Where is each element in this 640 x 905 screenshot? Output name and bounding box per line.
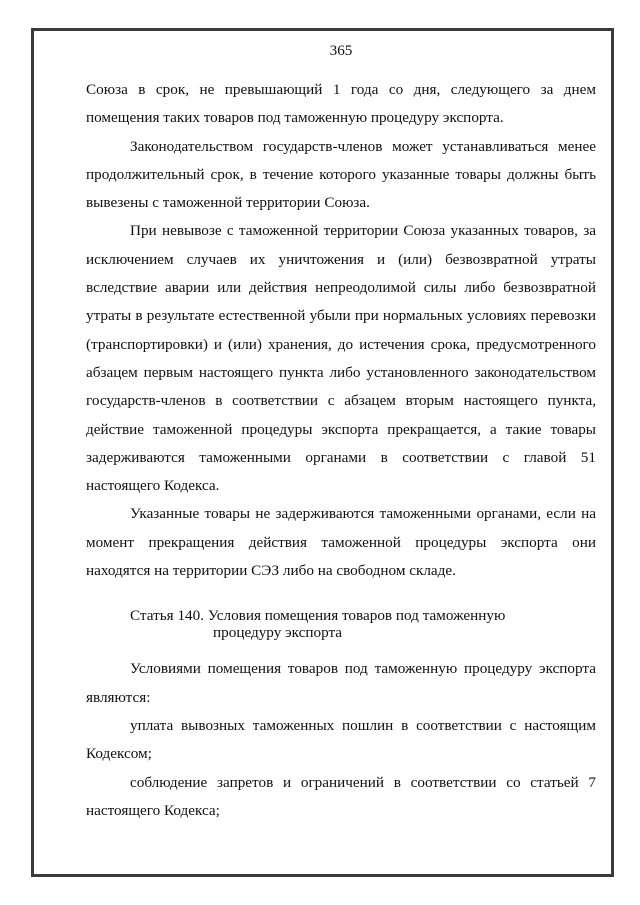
paragraph-non-export: При невывозе с таможенной территории Союза указанных товаров, за исключением случаев их уничтожения и (или) безвозвратной утраты вследствие аварии или действия непреодолимой силы либо безвозвратной утраты в результате естественной убыли при нормальных условиях перевозки (транспортировки) и (или) хранения, до истечения срока, предусмотренного абзацем первым настоящего пункта либо установленного законодательством государств-членов в соответствии с абзацем вторым настоящего пункта, действие таможенной процедуры экспорта прекращается, а такие товары задерживаются таможенными органами в соответствии с главой 51 настоящего Кодекса.: [86, 222, 596, 495]
article-heading-line2: процедуру экспорта: [213, 624, 343, 642]
paragraph-conditions: Условиями помещения товаров под таможенную процедуру экспорта являются:: [86, 660, 596, 706]
paragraph-not-detained: Указанные товары не задерживаются таможенными органами, если на момент прекращения действия таможенной процедуры экспорта они находятся на территории СЭЗ либо на свободном складе.: [86, 505, 596, 580]
page-number: 365: [329, 42, 353, 59]
paragraph-duties: уплата вывозных таможенных пошлин в соответствии с настоящим Кодексом;: [86, 716, 596, 763]
article-heading: [86, 607, 596, 641]
article-heading-line1: Статья 140. Условия помещения товаров под таможенную: [130, 607, 506, 625]
document-body: [86, 42, 596, 825]
paragraph-restrictions: соблюдение запретов и ограничений в соответствии со статьей 7 настоящего Кодекса;: [86, 773, 596, 819]
paragraph-shorter-term: Законодательством государств-членов может устанавливаться менее продолжительный срок, в течение которого указанные товары должны быть вывезены с таможенной территории Союза.: [86, 137, 596, 212]
paragraph-continuation: Союза в срок, не превышающий 1 года со дня, следующего за днем помещения таких товаров под таможенную процедуру экспорта.: [86, 81, 596, 127]
